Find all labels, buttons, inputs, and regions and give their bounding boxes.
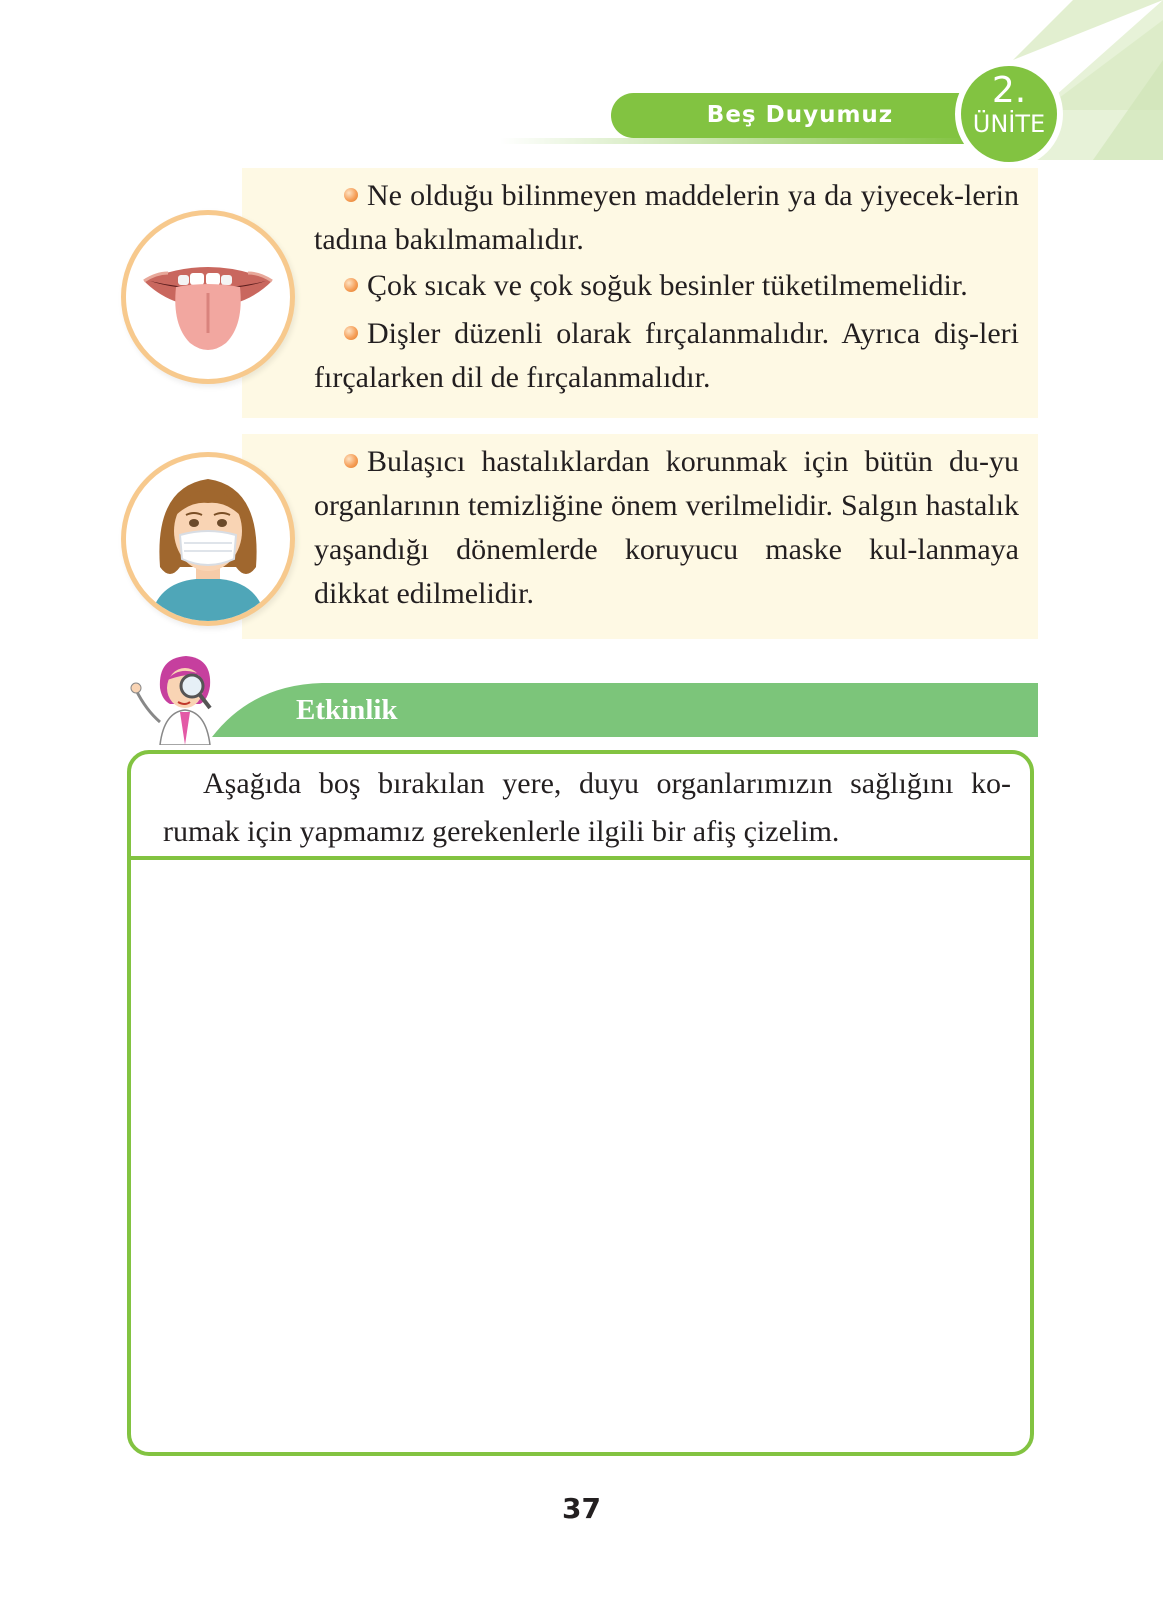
- activity-box: [127, 750, 1034, 1456]
- bullet-icon: [344, 326, 358, 340]
- taste-care-box: [242, 168, 1038, 418]
- tip-text: Dişler düzenli olarak fırçalanmalıdır. Ayrıca diş-leri fırçalarken dil de fırçalanmalıdır.: [314, 317, 1019, 394]
- bullet-icon: [344, 278, 358, 292]
- tongue-illustration: [121, 210, 295, 384]
- face-mask-icon: [126, 457, 290, 621]
- tongue-icon: [126, 215, 290, 379]
- activity-instruction: [163, 760, 1011, 856]
- unit-label: ÜNİTE: [972, 110, 1046, 138]
- masked-woman-illustration: [121, 452, 295, 626]
- activity-instruction-text: Aşağıda boş bırakılan yere, duyu organlarımızın sağlığını ko-rumak için yapmamız gerekenlerle ilgili bir afiş çizelim.: [163, 767, 1011, 848]
- activity-title: Etkinlik: [296, 694, 398, 726]
- tip-text: Ne olduğu bilinmeyen maddelerin ya da yiyecek-lerin tadına bakılmamalıdır.: [314, 179, 1019, 256]
- tip-paragraph: [314, 174, 1019, 262]
- bullet-icon: [344, 188, 358, 202]
- page-title: Beş Duyumuz: [706, 102, 894, 128]
- girl-magnifier-icon: [130, 650, 240, 745]
- poster-drawing-area[interactable]: [131, 860, 1030, 1452]
- page-number: 37: [562, 1492, 601, 1525]
- hygiene-box: [242, 434, 1038, 639]
- header-underline: [500, 138, 970, 144]
- unit-number: 2.: [991, 70, 1027, 111]
- bullet-icon: [344, 454, 358, 468]
- tip-paragraph: [314, 264, 1019, 308]
- tip-text: Bulaşıcı hastalıklardan korunmak için bütün du-yu organlarının temizliğine önem verilmelidir. Salgın hastalık yaşandığı dönemlerde koruyucu maske kul-lanmaya dikkat edilmelidir.: [314, 445, 1019, 610]
- tip-paragraph: [314, 312, 1019, 400]
- tip-text: Çok sıcak ve çok soğuk besinler tüketilmemelidir.: [367, 269, 968, 302]
- unit-badge: [955, 60, 1063, 168]
- tip-paragraph: [314, 440, 1019, 616]
